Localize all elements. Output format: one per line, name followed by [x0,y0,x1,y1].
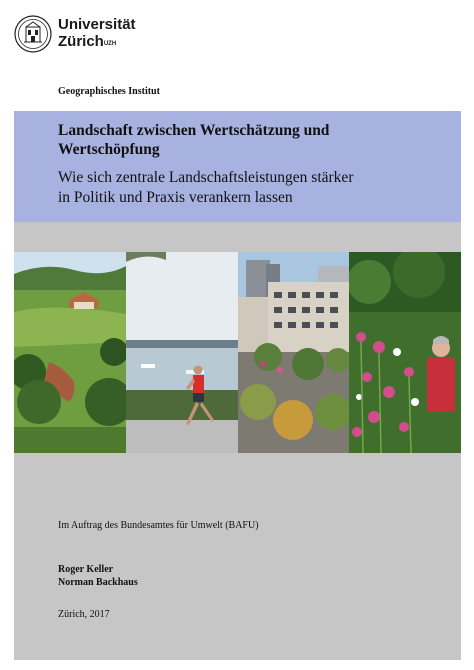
title-line-1: Landschaft zwischen Wertschätzung und [58,122,330,139]
garden-flowers-photo [349,252,461,453]
subtitle-line-2: in Politik und Praxis verankern lassen [58,189,293,206]
author-2: Norman Backhaus [58,577,138,588]
university-logo [14,15,174,55]
title-line-2: Wertschöpfung [58,141,160,158]
document-title [58,121,329,159]
institute-name: Geographisches Institut [58,86,160,97]
commission-note: Im Auftrag des Bundesamtes für Umwelt (BAFU) [58,520,259,531]
uzh-mark: UZH [103,41,117,47]
lakeside-runner-photo [126,252,238,453]
document-subtitle [58,168,453,208]
university-name-line2: Zürich [58,33,104,50]
photo-strip [14,252,461,453]
university-name-line1: Universität [58,16,136,33]
rural-landscape-photo [14,252,126,453]
university-seal-icon [14,15,52,53]
urban-courtyard-photo [238,252,350,453]
place-and-date: Zürich, 2017 [58,609,110,620]
title-band [14,111,461,222]
author-1: Roger Keller [58,564,114,575]
subtitle-line-1: Wie sich zentrale Landschaftsleistungen stärker [58,169,354,186]
authors [58,563,138,589]
